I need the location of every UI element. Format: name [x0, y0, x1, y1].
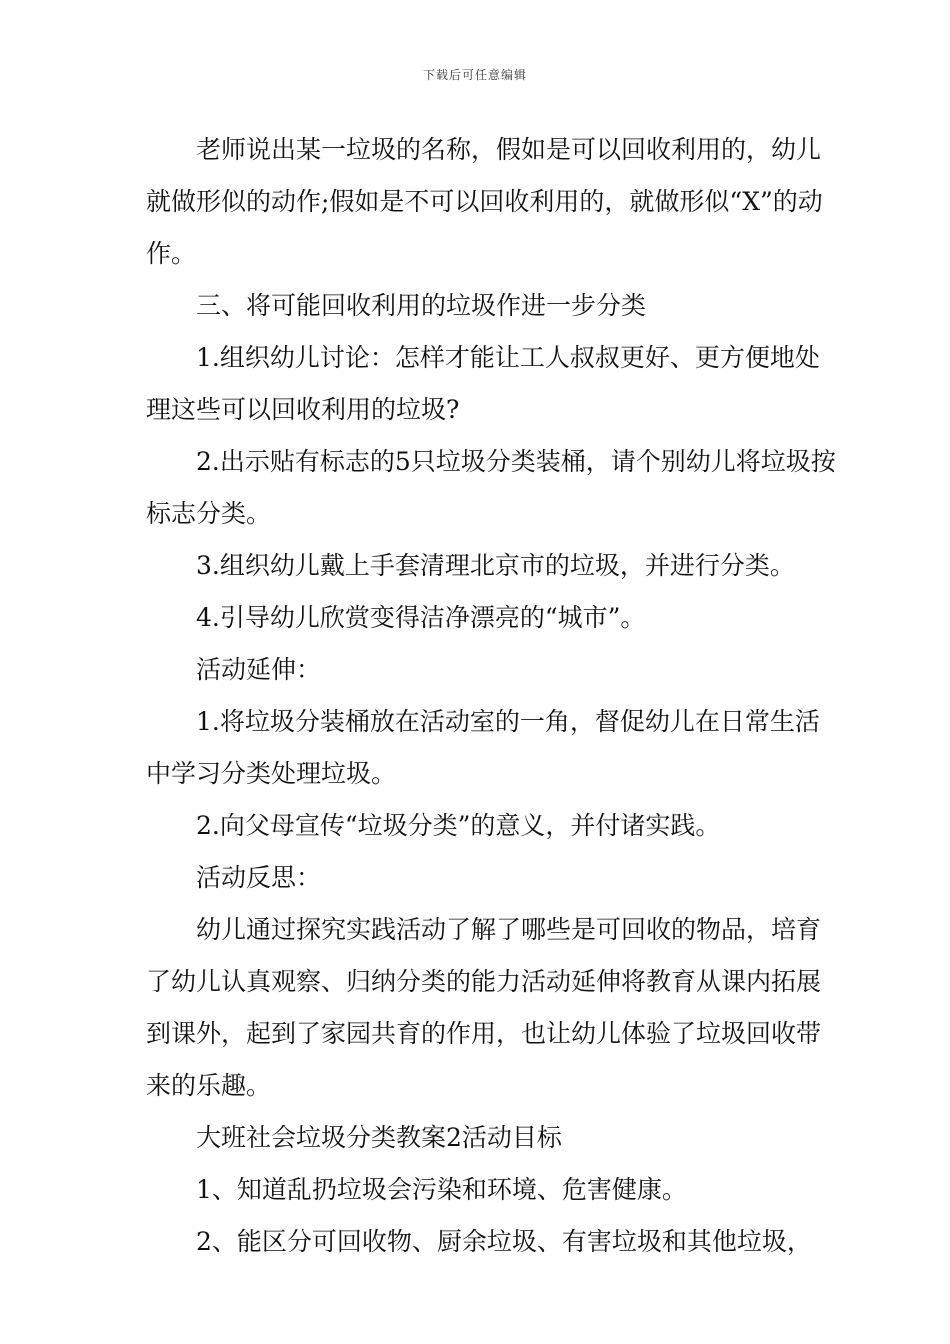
- step-1: 1.组织幼儿讨论：怎样才能让工人叔叔更好、更方便地处理这些可以回收利用的垃圾?: [146, 343, 820, 424]
- section-heading-3: 三、将可能回收利用的垃圾作进一步分类: [196, 291, 647, 320]
- paragraph-1: 老师说出某一垃圾的名称，假如是可以回收利用的，幼儿就做形似的动作;假如是不可以回收利用的，就做形似“X”的动作。: [146, 135, 823, 268]
- step-4: 4.引导幼儿欣赏变得洁净漂亮的“城市”。: [196, 603, 646, 632]
- document-body: [146, 124, 836, 1268]
- lesson-plan-2-title: 大班社会垃圾分类教案2活动目标: [196, 1123, 562, 1152]
- step-3: 3.组织幼儿戴上手套清理北京市的垃圾，并进行分类。: [196, 551, 795, 580]
- extension-item-2: 2.向父母宣传“垃圾分类”的意义，并付诸实践。: [196, 811, 721, 840]
- activity-extension-heading: 活动延伸：: [196, 655, 322, 684]
- reflection-paragraph: 幼儿通过探究实践活动了解了哪些是可回收的物品，培育了幼儿认真观察、归纳分类的能力活动延伸将教育从课内拓展到课外，起到了家园共育的作用，也让幼儿体验了垃圾回收带来的乐趣。: [146, 915, 822, 1100]
- step-2: 2.出示贴有标志的5只垃圾分类装桶，请个别幼儿将垃圾按标志分类。: [146, 447, 836, 528]
- goal-item-2: 2、能区分可回收物、厨余垃圾、有害垃圾和其他垃圾，: [196, 1227, 812, 1256]
- goal-item-1: 1、知道乱扔垃圾会污染和环境、危害健康。: [196, 1175, 687, 1204]
- extension-item-1: 1.将垃圾分装桶放在活动室的一角，督促幼儿在日常生活中学习分类处理垃圾。: [146, 707, 820, 788]
- activity-reflection-heading: 活动反思：: [196, 863, 322, 892]
- page-header: 下载后可任意编辑: [422, 68, 527, 82]
